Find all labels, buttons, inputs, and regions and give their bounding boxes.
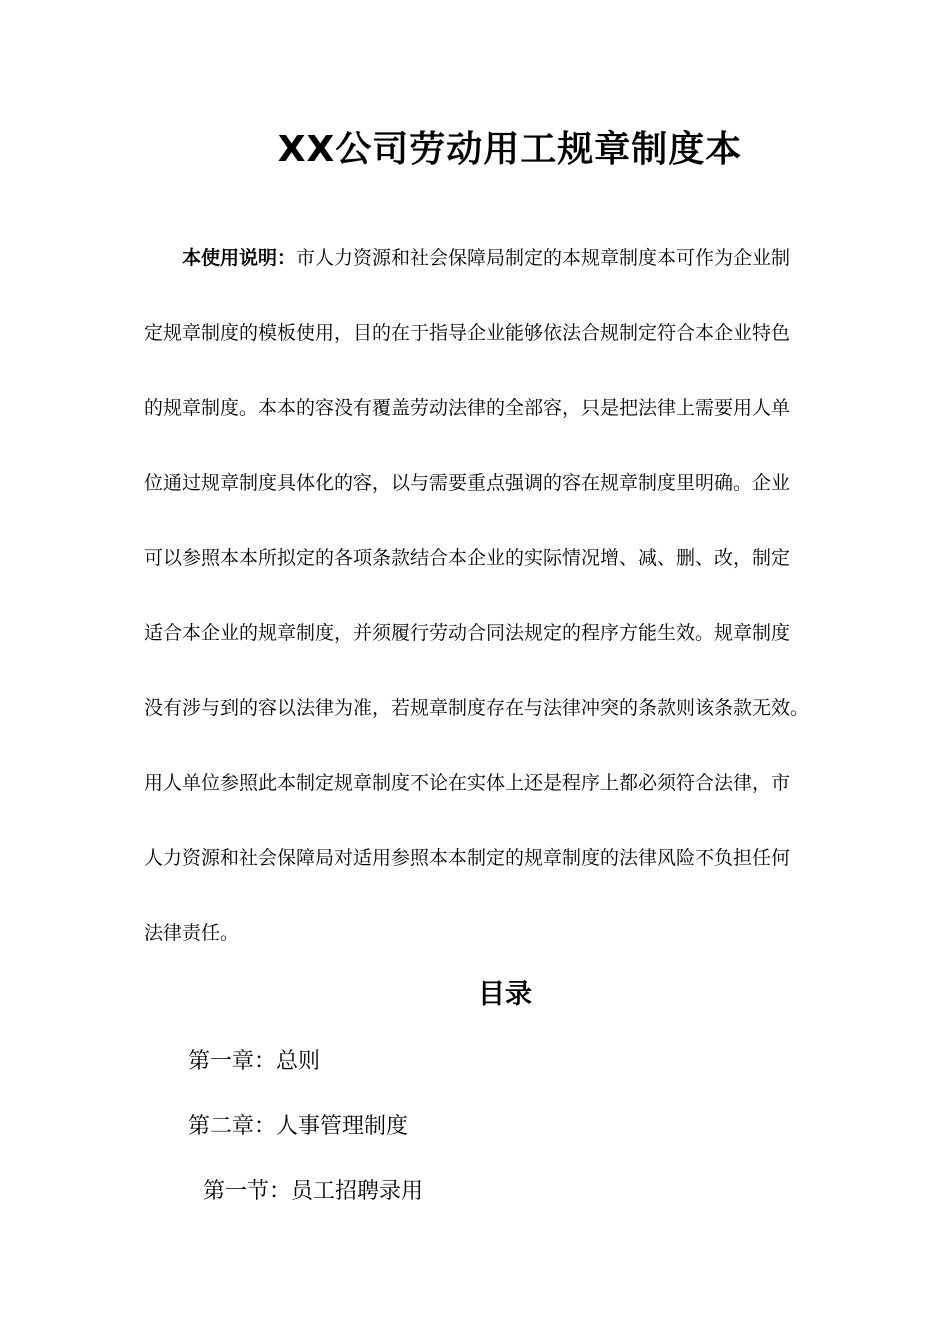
usage-notes — [144, 236, 814, 986]
toc-item-chapter-2: 第二章：人事管理制度 — [188, 1114, 409, 1139]
intro-line: 可以参照本本所拟定的各项条款结合本企业的实际情况增、减、删、改，制定 — [144, 547, 791, 569]
intro-line: 法律责任。 — [144, 922, 240, 944]
intro-line: 适合本企业的规章制度，并须履行劳动合同法规定的程序方能生效。规章制度 — [144, 622, 791, 644]
toc-item-section-1: 第一节：员工招聘录用 — [203, 1179, 424, 1204]
toc-item-chapter-1: 第一章：总则 — [188, 1049, 321, 1074]
intro-line: 的规章制度。本本的容没有覆盖劳动法律的全部容，只是把法律上需要用人单 — [144, 397, 791, 419]
intro-line: 没有涉与到的容以法律为准，若规章制度存在与法律冲突的条款则该条款无效。 — [144, 697, 810, 719]
intro-line: 人力资源和社会保障局对适用参照本本制定的规章制度的法律风险不负担任何 — [144, 847, 791, 869]
intro-line: 用人单位参照此本制定规章制度不论在实体上还是程序上都必须符合法律，市 — [144, 772, 791, 794]
intro-line: 定规章制度的模板使用，目的在于指导企业能够依法合规制定符合本企业特色 — [144, 322, 791, 344]
toc-title: 目录 — [478, 979, 532, 1010]
usage-notes-label: 本使用说明： — [182, 247, 297, 269]
intro-line-text: 市人力资源和社会保障局制定的本规章制度本可作为企业制 — [296, 247, 791, 269]
intro-line — [144, 236, 814, 311]
document-title: XX公司劳动用工规章制度本 — [277, 129, 743, 170]
intro-line: 位通过规章制度具体化的容，以与需要重点强调的容在规章制度里明确。企业 — [144, 472, 791, 494]
